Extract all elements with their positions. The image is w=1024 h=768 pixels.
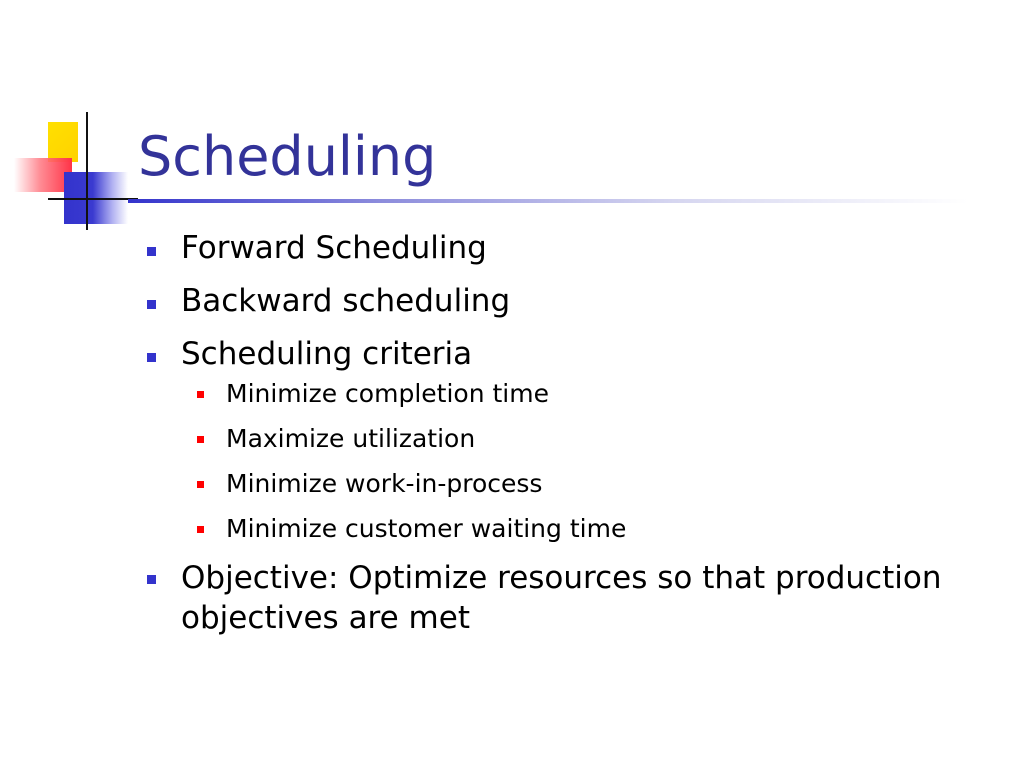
decorative-logo-blocks [0,0,150,240]
sub-bullet-item [181,513,965,545]
square-bullet-icon [197,481,204,488]
bullet-text: Scheduling criteria [181,336,473,372]
title-underline [128,199,968,203]
bullet-item [145,334,965,545]
yellow-square [48,122,78,162]
sub-bullet-item [181,378,965,410]
sub-bullet-list [181,378,965,545]
square-bullet-icon [147,575,156,584]
sub-bullet-text: Minimize customer waiting time [226,514,627,543]
horizontal-rule [48,198,138,200]
bullet-item [145,281,965,321]
square-bullet-icon [197,436,204,443]
square-bullet-icon [147,353,156,362]
bullet-text: Forward Scheduling [181,230,487,266]
sub-bullet-item [181,468,965,500]
bullet-item [145,228,965,268]
bullet-item [145,558,965,638]
sub-bullet-item [181,423,965,455]
square-bullet-icon [197,526,204,533]
slide-title: Scheduling [138,125,437,188]
vertical-rule [86,112,88,230]
bullet-text: Backward scheduling [181,283,511,319]
square-bullet-icon [197,391,204,398]
bullet-text: Objective: Optimize resources so that production objectives are met [181,560,942,636]
sub-bullet-text: Maximize utilization [226,424,476,453]
sub-bullet-text: Minimize work-in-process [226,469,543,498]
square-bullet-icon [147,247,156,256]
square-bullet-icon [147,300,156,309]
sub-bullet-text: Minimize completion time [226,379,549,408]
bullet-list [145,228,965,651]
